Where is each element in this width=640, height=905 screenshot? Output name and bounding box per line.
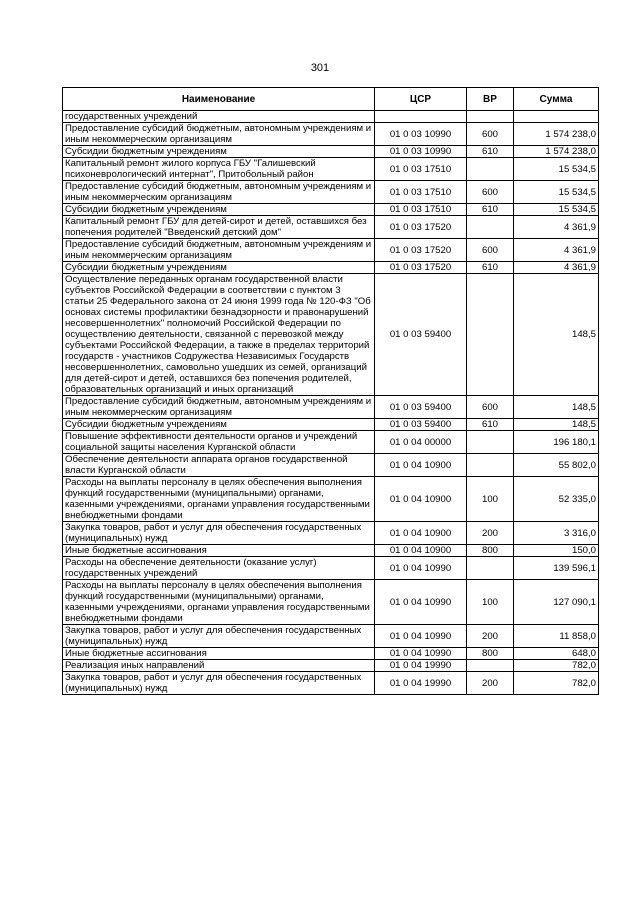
row-sum-cell: 15 534,5 bbox=[514, 181, 599, 204]
row-sum-cell: 4 361,9 bbox=[514, 262, 599, 274]
row-csr-cell: 01 0 03 17510 bbox=[375, 204, 467, 216]
row-sum-cell: 150,0 bbox=[514, 545, 599, 557]
table-row bbox=[63, 431, 599, 454]
row-name-cell: Капитальный ремонт ГБУ для детей-сирот и детей, оставшихся без попечения родителей "Введенский детский дом" bbox=[63, 216, 375, 239]
row-csr-cell: 01 0 04 10900 bbox=[375, 545, 467, 557]
row-vr-cell: 200 bbox=[467, 522, 514, 545]
row-csr-cell: 01 0 04 10990 bbox=[375, 648, 467, 660]
row-vr-cell: 200 bbox=[467, 625, 514, 648]
row-vr-cell: 610 bbox=[467, 146, 514, 158]
row-vr-cell: 600 bbox=[467, 181, 514, 204]
row-vr-cell bbox=[467, 274, 514, 396]
row-sum-cell: 55 802,0 bbox=[514, 454, 599, 477]
row-csr-cell: 01 0 03 59400 bbox=[375, 396, 467, 419]
row-csr-cell: 01 0 03 10990 bbox=[375, 146, 467, 158]
row-csr-cell bbox=[375, 111, 467, 123]
row-csr-cell: 01 0 04 19990 bbox=[375, 672, 467, 695]
row-sum-cell: 15 534,5 bbox=[514, 158, 599, 181]
budget-table bbox=[62, 87, 599, 695]
row-name-cell: Субсидии бюджетным учреждениям bbox=[63, 146, 375, 158]
row-vr-cell: 100 bbox=[467, 477, 514, 522]
row-vr-cell bbox=[467, 660, 514, 672]
row-csr-cell: 01 0 04 10990 bbox=[375, 557, 467, 580]
row-sum-cell: 52 335,0 bbox=[514, 477, 599, 522]
row-name-cell: Предоставление субсидий бюджетным, автономным учреждениям и иным некоммерческим организациям bbox=[63, 239, 375, 262]
row-vr-cell: 800 bbox=[467, 545, 514, 557]
row-csr-cell: 01 0 03 17510 bbox=[375, 158, 467, 181]
row-sum-cell: 148,5 bbox=[514, 419, 599, 431]
row-csr-cell: 01 0 03 10990 bbox=[375, 123, 467, 146]
row-sum-cell: 3 316,0 bbox=[514, 522, 599, 545]
row-name-cell: Закупка товаров, работ и услуг для обеспечения государственных (муниципальных) нужд bbox=[63, 672, 375, 695]
row-sum-cell: 148,5 bbox=[514, 274, 599, 396]
table-row bbox=[63, 477, 599, 522]
table-row bbox=[63, 111, 599, 123]
row-sum-cell: 15 534,5 bbox=[514, 204, 599, 216]
row-sum-cell: 4 361,9 bbox=[514, 239, 599, 262]
table-row bbox=[63, 625, 599, 648]
table-row bbox=[63, 396, 599, 419]
row-vr-cell: 610 bbox=[467, 204, 514, 216]
row-sum-cell: 127 090,1 bbox=[514, 580, 599, 625]
table-row bbox=[63, 557, 599, 580]
table-row bbox=[63, 648, 599, 660]
row-name-cell: Капитальный ремонт жилого корпуса ГБУ "Галишевский психоневрологический интернат", Притобольный район bbox=[63, 158, 375, 181]
table-row bbox=[63, 262, 599, 274]
row-vr-cell bbox=[467, 431, 514, 454]
row-sum-cell: 1 574 238,0 bbox=[514, 146, 599, 158]
row-vr-cell bbox=[467, 216, 514, 239]
table-row bbox=[63, 419, 599, 431]
row-name-cell: Предоставление субсидий бюджетным, автономным учреждениям и иным некоммерческим организациям bbox=[63, 181, 375, 204]
table-row bbox=[63, 146, 599, 158]
table-row bbox=[63, 660, 599, 672]
table-row bbox=[63, 454, 599, 477]
row-csr-cell: 01 0 04 10990 bbox=[375, 625, 467, 648]
row-csr-cell: 01 0 04 10990 bbox=[375, 580, 467, 625]
column-header-csr: ЦСР bbox=[375, 88, 467, 111]
row-name-cell: Повышение эффективности деятельности органов и учреждений социальной защиты населения Курганской области bbox=[63, 431, 375, 454]
row-csr-cell: 01 0 04 19990 bbox=[375, 660, 467, 672]
table-row bbox=[63, 204, 599, 216]
row-vr-cell bbox=[467, 111, 514, 123]
row-sum-cell: 148,5 bbox=[514, 396, 599, 419]
row-vr-cell: 200 bbox=[467, 672, 514, 695]
table-row bbox=[63, 545, 599, 557]
row-name-cell: Иные бюджетные ассигнования bbox=[63, 545, 375, 557]
column-header-sum: Сумма bbox=[514, 88, 599, 111]
row-csr-cell: 01 0 03 17520 bbox=[375, 239, 467, 262]
row-name-cell: Расходы на обеспечение деятельности (оказание услуг) государственных учреждений bbox=[63, 557, 375, 580]
row-csr-cell: 01 0 04 10900 bbox=[375, 522, 467, 545]
row-vr-cell: 610 bbox=[467, 262, 514, 274]
row-sum-cell: 1 574 238,0 bbox=[514, 123, 599, 146]
row-name-cell: Закупка товаров, работ и услуг для обеспечения государственных (муниципальных) нужд bbox=[63, 522, 375, 545]
row-name-cell: Иные бюджетные ассигнования bbox=[63, 648, 375, 660]
row-name-cell: Реализация иных направлений bbox=[63, 660, 375, 672]
table-header-row bbox=[63, 88, 599, 111]
table-row bbox=[63, 216, 599, 239]
row-sum-cell: 648,0 bbox=[514, 648, 599, 660]
row-csr-cell: 01 0 03 59400 bbox=[375, 419, 467, 431]
table-row bbox=[63, 123, 599, 146]
row-vr-cell bbox=[467, 557, 514, 580]
row-name-cell: Осуществление переданных органам государственной власти субъектов Российской Федерации в соответствии с пунктом 3 статьи 25 Федерального закона от 24 июня 1999 года № 120-ФЗ "Об основах системы профилактики безнадзорности и правонарушений несовершеннолетних" полномочий Российской Федерации по осуществлению деятельности, связанной с перевозкой между субъектами Российской Федерации, а также в пределах территорий государств - участников Содружества Независимых Государств несовершеннолетних, самовольно ушедших из семей, организаций для детей-сирот и детей, оставшихся без попечения родителей, образовательных организаций и иных организаций bbox=[63, 274, 375, 396]
table-row bbox=[63, 580, 599, 625]
row-csr-cell: 01 0 03 59400 bbox=[375, 274, 467, 396]
table-row bbox=[63, 672, 599, 695]
row-name-cell: Расходы на выплаты персоналу в целях обеспечения выполнения функций государственными (муниципальными) органами, казенными учреждениями, органами управления государственными внебюджетными фондами bbox=[63, 477, 375, 522]
row-vr-cell: 800 bbox=[467, 648, 514, 660]
row-sum-cell: 782,0 bbox=[514, 660, 599, 672]
row-sum-cell bbox=[514, 111, 599, 123]
row-name-cell: Обеспечение деятельности аппарата органов государственной власти Курганской области bbox=[63, 454, 375, 477]
row-sum-cell: 196 180,1 bbox=[514, 431, 599, 454]
row-csr-cell: 01 0 04 10900 bbox=[375, 477, 467, 522]
row-name-cell: Предоставление субсидий бюджетным, автономным учреждениям и иным некоммерческим организациям bbox=[63, 396, 375, 419]
row-name-cell: Субсидии бюджетным учреждениям bbox=[63, 419, 375, 431]
row-sum-cell: 782,0 bbox=[514, 672, 599, 695]
row-csr-cell: 01 0 03 17520 bbox=[375, 216, 467, 239]
row-csr-cell: 01 0 03 17520 bbox=[375, 262, 467, 274]
row-csr-cell: 01 0 04 10900 bbox=[375, 454, 467, 477]
column-header-vr: ВР bbox=[467, 88, 514, 111]
column-header-name: Наименование bbox=[63, 88, 375, 111]
row-name-cell: Предоставление субсидий бюджетным, автономным учреждениям и иным некоммерческим организациям bbox=[63, 123, 375, 146]
row-csr-cell: 01 0 03 17510 bbox=[375, 181, 467, 204]
row-vr-cell bbox=[467, 158, 514, 181]
row-csr-cell: 01 0 04 00000 bbox=[375, 431, 467, 454]
table-row bbox=[63, 181, 599, 204]
page-number: 301 bbox=[310, 62, 330, 74]
row-sum-cell: 139 596,1 bbox=[514, 557, 599, 580]
row-vr-cell: 610 bbox=[467, 419, 514, 431]
table-row bbox=[63, 239, 599, 262]
table-row bbox=[63, 158, 599, 181]
row-vr-cell: 600 bbox=[467, 396, 514, 419]
row-vr-cell: 100 bbox=[467, 580, 514, 625]
row-vr-cell bbox=[467, 454, 514, 477]
table-row bbox=[63, 522, 599, 545]
row-name-cell: государственных учреждений bbox=[63, 111, 375, 123]
row-name-cell: Расходы на выплаты персоналу в целях обеспечения выполнения функций государственными (муниципальными) органами, казенными учреждениями, органами управления государственными внебюджетными фондами bbox=[63, 580, 375, 625]
row-sum-cell: 11 858,0 bbox=[514, 625, 599, 648]
row-vr-cell: 600 bbox=[467, 123, 514, 146]
row-sum-cell: 4 361,9 bbox=[514, 216, 599, 239]
row-name-cell: Субсидии бюджетным учреждениям bbox=[63, 204, 375, 216]
row-name-cell: Закупка товаров, работ и услуг для обеспечения государственных (муниципальных) нужд bbox=[63, 625, 375, 648]
row-vr-cell: 600 bbox=[467, 239, 514, 262]
row-name-cell: Субсидии бюджетным учреждениям bbox=[63, 262, 375, 274]
table-row bbox=[63, 274, 599, 396]
